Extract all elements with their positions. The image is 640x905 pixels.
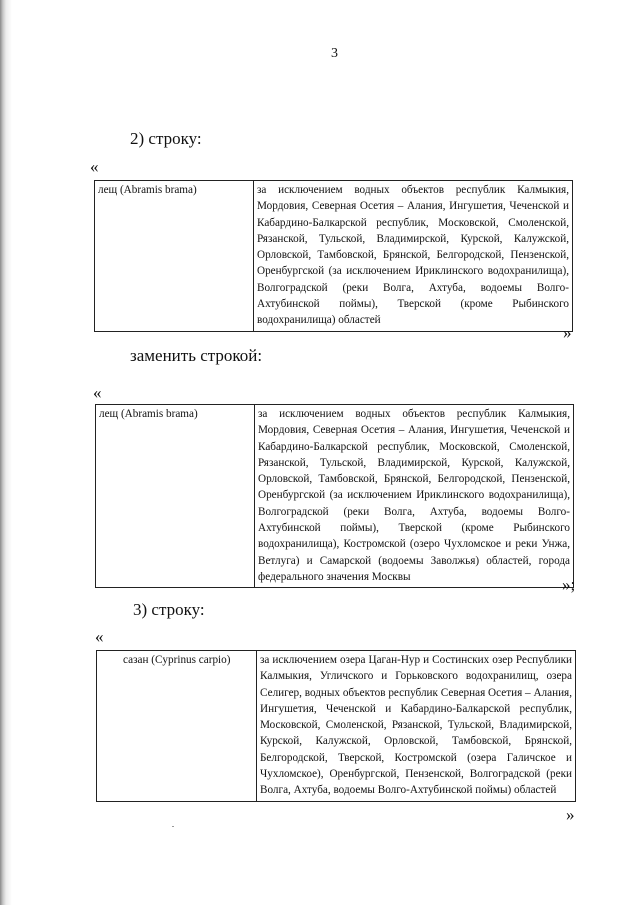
table-row [97,651,576,802]
fish-species-cell: сазан (Cyprinus carpio) [97,651,257,802]
opening-quote: « [93,383,102,402]
scan-speck [172,826,174,827]
table-row [96,405,574,588]
scan-page-edge [0,0,12,905]
page-number: 3 [331,46,338,61]
exception-description-cell: за исключением водных объектов республик Калмыкия, Мордовия, Северная Осетия – Алания, Ингушетия, Чеченской и Кабардино-Балкарской республик, Московской, Смоленской, Рязанской, Тульской, Владимирской, Курской, Калужской, Орловской, Тамбовской, Брянской, Белгородской, Пензенской, Оренбургской (за исключением Ириклинского водохранилища), Волгоградской (реки Волга, Ахтуба, водоемы Волго-Ахтубинской поймы), Тверской (кроме Рыбинского водохранилища), Костромской (озеро Чухломское и реки Унжа, Ветлуга) и Самарской (водоемы Заволжья) областей, города федерального значения Москвы [255,405,574,588]
fish-species-cell: лещ (Abramis brama) [95,181,254,332]
section-heading-row-3: 3) строку: [133,600,205,619]
section-heading-row-2: 2) строку: [130,129,202,148]
fish-species-cell: лещ (Abramis brama) [96,405,255,588]
opening-quote: « [90,157,99,176]
species-table-bream-new [95,404,574,588]
table-row [95,181,573,332]
species-table-bream-old [94,180,573,332]
closing-quote: »; [562,575,576,594]
closing-quote: » [563,323,572,342]
opening-quote: « [95,627,104,646]
exception-description-cell: за исключением водных объектов республик Калмыкия, Мордовия, Северная Осетия – Алания, Ингушетия, Чеченской и Кабардино-Балкарской республик, Московской, Смоленской, Рязанской, Тульской, Владимирской, Курской, Калужской, Орловской, Тамбовской, Брянской, Белгородской, Пензенской, Оренбургской (за исключением Ириклинского водохранилища), Волгоградской (реки Волга, Ахтуба, водоемы Волго-Ахтубинской поймы), Тверской (кроме Рыбинского водохранилища) областей [254,181,573,332]
species-table-carp-old [96,650,576,802]
exception-description-cell: за исключением озера Цаган-Нур и Состинских озер Республики Калмыкия, Угличского и Горьковского водохранилищ, озера Селигер, водных объектов республик Северная Осетия – Алания, Ингушетия, Чеченской и Кабардино-Балкарской республик, Московской, Смоленской, Рязанской, Тульской, Владимирской, Курской, Калужской, Орловской, Тамбовской, Брянской, Белгородской, Тверской, Костромской (озера Галичское и Чухломское), Оренбургской, Пензенской, Волгоградской (реки Волга, Ахтуба, водоемы Волго-Ахтубинской поймы) областей [257,651,576,802]
closing-quote: » [566,805,575,824]
section-heading-replace: заменить строкой: [130,346,263,365]
